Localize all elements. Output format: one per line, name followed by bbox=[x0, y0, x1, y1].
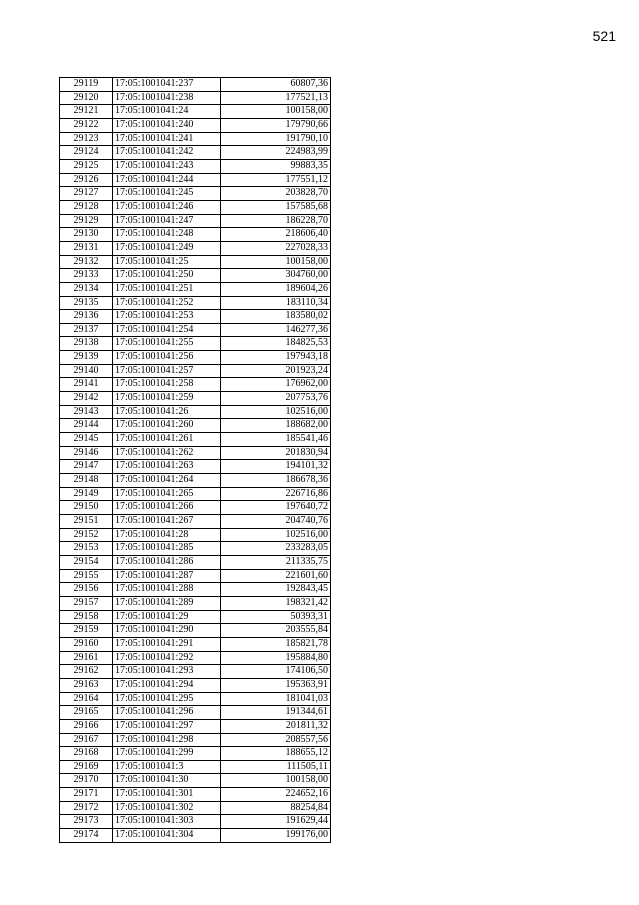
amount-cell: 195363,91 bbox=[221, 678, 331, 692]
table-row bbox=[60, 801, 331, 815]
table-row bbox=[60, 583, 331, 597]
amount-cell: 88254,84 bbox=[221, 801, 331, 815]
table-row bbox=[60, 159, 331, 173]
cadastral-code-cell: 17:05:1001041:264 bbox=[113, 474, 221, 488]
cadastral-code-cell: 17:05:1001041:258 bbox=[113, 378, 221, 392]
cadastral-code-cell: 17:05:1001041:244 bbox=[113, 173, 221, 187]
cadastral-code-cell: 17:05:1001041:262 bbox=[113, 446, 221, 460]
row-number-cell: 29152 bbox=[60, 528, 113, 542]
cadastral-code-cell: 17:05:1001041:26 bbox=[113, 405, 221, 419]
row-number-cell: 29148 bbox=[60, 474, 113, 488]
cadastral-code-cell: 17:05:1001041:291 bbox=[113, 637, 221, 651]
table-row bbox=[60, 474, 331, 488]
table-row bbox=[60, 351, 331, 365]
cadastral-code-cell: 17:05:1001041:253 bbox=[113, 310, 221, 324]
cadastral-code-cell: 17:05:1001041:29 bbox=[113, 610, 221, 624]
row-number-cell: 29171 bbox=[60, 788, 113, 802]
amount-cell: 221601,60 bbox=[221, 569, 331, 583]
cadastral-code-cell: 17:05:1001041:263 bbox=[113, 460, 221, 474]
amount-cell: 195884,80 bbox=[221, 651, 331, 665]
cadastral-code-cell: 17:05:1001041:254 bbox=[113, 323, 221, 337]
cadastral-code-cell: 17:05:1001041:30 bbox=[113, 774, 221, 788]
amount-cell: 100158,00 bbox=[221, 105, 331, 119]
row-number-cell: 29162 bbox=[60, 665, 113, 679]
cadastral-code-cell: 17:05:1001041:302 bbox=[113, 801, 221, 815]
amount-cell: 102516,00 bbox=[221, 405, 331, 419]
amount-cell: 201923,24 bbox=[221, 364, 331, 378]
table-row bbox=[60, 187, 331, 201]
row-number-cell: 29150 bbox=[60, 501, 113, 515]
row-number-cell: 29172 bbox=[60, 801, 113, 815]
cadastral-code-cell: 17:05:1001041:292 bbox=[113, 651, 221, 665]
row-number-cell: 29143 bbox=[60, 405, 113, 419]
table-row bbox=[60, 364, 331, 378]
cadastral-code-cell: 17:05:1001041:293 bbox=[113, 665, 221, 679]
row-number-cell: 29164 bbox=[60, 692, 113, 706]
table-row bbox=[60, 760, 331, 774]
amount-cell: 207753,76 bbox=[221, 392, 331, 406]
amount-cell: 203828,70 bbox=[221, 187, 331, 201]
amount-cell: 99883,35 bbox=[221, 159, 331, 173]
amount-cell: 199176,00 bbox=[221, 829, 331, 843]
table-row bbox=[60, 200, 331, 214]
cadastral-code-cell: 17:05:1001041:24 bbox=[113, 105, 221, 119]
row-number-cell: 29161 bbox=[60, 651, 113, 665]
amount-cell: 197640,72 bbox=[221, 501, 331, 515]
table-row bbox=[60, 788, 331, 802]
table-row bbox=[60, 146, 331, 160]
data-table bbox=[59, 77, 331, 843]
amount-cell: 224983,99 bbox=[221, 146, 331, 160]
cadastral-code-cell: 17:05:1001041:261 bbox=[113, 433, 221, 447]
cadastral-code-cell: 17:05:1001041:242 bbox=[113, 146, 221, 160]
row-number-cell: 29138 bbox=[60, 337, 113, 351]
page-number: 521 bbox=[592, 28, 616, 44]
row-number-cell: 29127 bbox=[60, 187, 113, 201]
cadastral-code-cell: 17:05:1001041:287 bbox=[113, 569, 221, 583]
amount-cell: 177551,12 bbox=[221, 173, 331, 187]
amount-cell: 203555,84 bbox=[221, 624, 331, 638]
cadastral-code-cell: 17:05:1001041:250 bbox=[113, 269, 221, 283]
amount-cell: 194101,32 bbox=[221, 460, 331, 474]
cadastral-code-cell: 17:05:1001041:298 bbox=[113, 733, 221, 747]
table-body bbox=[60, 78, 331, 843]
row-number-cell: 29165 bbox=[60, 706, 113, 720]
amount-cell: 304760,00 bbox=[221, 269, 331, 283]
row-number-cell: 29147 bbox=[60, 460, 113, 474]
amount-cell: 60807,36 bbox=[221, 78, 331, 92]
row-number-cell: 29126 bbox=[60, 173, 113, 187]
cadastral-code-cell: 17:05:1001041:297 bbox=[113, 719, 221, 733]
row-number-cell: 29160 bbox=[60, 637, 113, 651]
amount-cell: 100158,00 bbox=[221, 255, 331, 269]
amount-cell: 227028,33 bbox=[221, 241, 331, 255]
cadastral-code-cell: 17:05:1001041:259 bbox=[113, 392, 221, 406]
amount-cell: 50393,31 bbox=[221, 610, 331, 624]
row-number-cell: 29124 bbox=[60, 146, 113, 160]
amount-cell: 211335,75 bbox=[221, 555, 331, 569]
cadastral-code-cell: 17:05:1001041:256 bbox=[113, 351, 221, 365]
table-row bbox=[60, 747, 331, 761]
row-number-cell: 29146 bbox=[60, 446, 113, 460]
cadastral-code-cell: 17:05:1001041:249 bbox=[113, 241, 221, 255]
amount-cell: 186678,36 bbox=[221, 474, 331, 488]
row-number-cell: 29119 bbox=[60, 78, 113, 92]
table-row bbox=[60, 678, 331, 692]
table-row bbox=[60, 91, 331, 105]
cadastral-code-cell: 17:05:1001041:296 bbox=[113, 706, 221, 720]
amount-cell: 218606,40 bbox=[221, 228, 331, 242]
amount-cell: 191344,61 bbox=[221, 706, 331, 720]
amount-cell: 188655,12 bbox=[221, 747, 331, 761]
row-number-cell: 29163 bbox=[60, 678, 113, 692]
cadastral-code-cell: 17:05:1001041:251 bbox=[113, 282, 221, 296]
table-row bbox=[60, 596, 331, 610]
cadastral-code-cell: 17:05:1001041:238 bbox=[113, 91, 221, 105]
amount-cell: 184825,53 bbox=[221, 337, 331, 351]
table-row bbox=[60, 105, 331, 119]
table-row bbox=[60, 78, 331, 92]
amount-cell: 111505,11 bbox=[221, 760, 331, 774]
table-row bbox=[60, 651, 331, 665]
cadastral-code-cell: 17:05:1001041:299 bbox=[113, 747, 221, 761]
cadastral-code-cell: 17:05:1001041:295 bbox=[113, 692, 221, 706]
row-number-cell: 29136 bbox=[60, 310, 113, 324]
table-row bbox=[60, 610, 331, 624]
amount-cell: 179790,66 bbox=[221, 118, 331, 132]
row-number-cell: 29145 bbox=[60, 433, 113, 447]
table-row bbox=[60, 241, 331, 255]
table-row bbox=[60, 719, 331, 733]
cadastral-code-cell: 17:05:1001041:303 bbox=[113, 815, 221, 829]
table-row bbox=[60, 296, 331, 310]
amount-cell: 181041,03 bbox=[221, 692, 331, 706]
row-number-cell: 29159 bbox=[60, 624, 113, 638]
row-number-cell: 29134 bbox=[60, 282, 113, 296]
amount-cell: 198321,42 bbox=[221, 596, 331, 610]
cadastral-code-cell: 17:05:1001041:28 bbox=[113, 528, 221, 542]
cadastral-code-cell: 17:05:1001041:288 bbox=[113, 583, 221, 597]
row-number-cell: 29122 bbox=[60, 118, 113, 132]
row-number-cell: 29166 bbox=[60, 719, 113, 733]
row-number-cell: 29173 bbox=[60, 815, 113, 829]
amount-cell: 185541,46 bbox=[221, 433, 331, 447]
row-number-cell: 29158 bbox=[60, 610, 113, 624]
row-number-cell: 29129 bbox=[60, 214, 113, 228]
row-number-cell: 29137 bbox=[60, 323, 113, 337]
row-number-cell: 29142 bbox=[60, 392, 113, 406]
table-row bbox=[60, 228, 331, 242]
table-row bbox=[60, 487, 331, 501]
table-row bbox=[60, 255, 331, 269]
table-row bbox=[60, 706, 331, 720]
row-number-cell: 29149 bbox=[60, 487, 113, 501]
cadastral-code-cell: 17:05:1001041:246 bbox=[113, 200, 221, 214]
table-row bbox=[60, 637, 331, 651]
table-row bbox=[60, 501, 331, 515]
table-row bbox=[60, 460, 331, 474]
table-row bbox=[60, 433, 331, 447]
row-number-cell: 29132 bbox=[60, 255, 113, 269]
table-row bbox=[60, 118, 331, 132]
row-number-cell: 29167 bbox=[60, 733, 113, 747]
row-number-cell: 29174 bbox=[60, 829, 113, 843]
amount-cell: 157585,68 bbox=[221, 200, 331, 214]
cadastral-code-cell: 17:05:1001041:266 bbox=[113, 501, 221, 515]
amount-cell: 186228,70 bbox=[221, 214, 331, 228]
cadastral-code-cell: 17:05:1001041:257 bbox=[113, 364, 221, 378]
row-number-cell: 29157 bbox=[60, 596, 113, 610]
row-number-cell: 29156 bbox=[60, 583, 113, 597]
table-row bbox=[60, 323, 331, 337]
row-number-cell: 29169 bbox=[60, 760, 113, 774]
table-row bbox=[60, 733, 331, 747]
cadastral-code-cell: 17:05:1001041:285 bbox=[113, 542, 221, 556]
amount-cell: 226716,86 bbox=[221, 487, 331, 501]
amount-cell: 183110,34 bbox=[221, 296, 331, 310]
row-number-cell: 29155 bbox=[60, 569, 113, 583]
table-row bbox=[60, 282, 331, 296]
row-number-cell: 29131 bbox=[60, 241, 113, 255]
cadastral-code-cell: 17:05:1001041:286 bbox=[113, 555, 221, 569]
row-number-cell: 29130 bbox=[60, 228, 113, 242]
table-row bbox=[60, 542, 331, 556]
cadastral-code-cell: 17:05:1001041:3 bbox=[113, 760, 221, 774]
table-row bbox=[60, 337, 331, 351]
table-row bbox=[60, 569, 331, 583]
table-row bbox=[60, 405, 331, 419]
table-row bbox=[60, 173, 331, 187]
cadastral-code-cell: 17:05:1001041:25 bbox=[113, 255, 221, 269]
table-row bbox=[60, 269, 331, 283]
amount-cell: 233283,05 bbox=[221, 542, 331, 556]
row-number-cell: 29151 bbox=[60, 515, 113, 529]
cadastral-code-cell: 17:05:1001041:290 bbox=[113, 624, 221, 638]
row-number-cell: 29168 bbox=[60, 747, 113, 761]
amount-cell: 201830,94 bbox=[221, 446, 331, 460]
cadastral-code-cell: 17:05:1001041:260 bbox=[113, 419, 221, 433]
table-row bbox=[60, 555, 331, 569]
amount-cell: 100158,00 bbox=[221, 774, 331, 788]
row-number-cell: 29123 bbox=[60, 132, 113, 146]
amount-cell: 177521,13 bbox=[221, 91, 331, 105]
cadastral-code-cell: 17:05:1001041:304 bbox=[113, 829, 221, 843]
amount-cell: 189604,26 bbox=[221, 282, 331, 296]
table-row bbox=[60, 528, 331, 542]
cadastral-code-cell: 17:05:1001041:265 bbox=[113, 487, 221, 501]
amount-cell: 191629,44 bbox=[221, 815, 331, 829]
cadastral-code-cell: 17:05:1001041:237 bbox=[113, 78, 221, 92]
cadastral-code-cell: 17:05:1001041:245 bbox=[113, 187, 221, 201]
cadastral-code-cell: 17:05:1001041:241 bbox=[113, 132, 221, 146]
row-number-cell: 29154 bbox=[60, 555, 113, 569]
table-row bbox=[60, 515, 331, 529]
table-row bbox=[60, 378, 331, 392]
cadastral-code-cell: 17:05:1001041:267 bbox=[113, 515, 221, 529]
table-row bbox=[60, 665, 331, 679]
cadastral-code-cell: 17:05:1001041:247 bbox=[113, 214, 221, 228]
table-row bbox=[60, 815, 331, 829]
cadastral-code-cell: 17:05:1001041:294 bbox=[113, 678, 221, 692]
amount-cell: 201811,32 bbox=[221, 719, 331, 733]
cadastral-code-cell: 17:05:1001041:252 bbox=[113, 296, 221, 310]
cadastral-code-cell: 17:05:1001041:240 bbox=[113, 118, 221, 132]
amount-cell: 208557,56 bbox=[221, 733, 331, 747]
amount-cell: 183580,02 bbox=[221, 310, 331, 324]
cadastral-code-cell: 17:05:1001041:255 bbox=[113, 337, 221, 351]
table-row bbox=[60, 692, 331, 706]
amount-cell: 224652,16 bbox=[221, 788, 331, 802]
table-row bbox=[60, 774, 331, 788]
row-number-cell: 29153 bbox=[60, 542, 113, 556]
table-row bbox=[60, 829, 331, 843]
row-number-cell: 29170 bbox=[60, 774, 113, 788]
cadastral-code-cell: 17:05:1001041:243 bbox=[113, 159, 221, 173]
table-row bbox=[60, 419, 331, 433]
row-number-cell: 29144 bbox=[60, 419, 113, 433]
amount-cell: 174106,50 bbox=[221, 665, 331, 679]
cadastral-code-cell: 17:05:1001041:289 bbox=[113, 596, 221, 610]
cadastral-code-cell: 17:05:1001041:301 bbox=[113, 788, 221, 802]
table-row bbox=[60, 310, 331, 324]
amount-cell: 146277,36 bbox=[221, 323, 331, 337]
row-number-cell: 29135 bbox=[60, 296, 113, 310]
table-row bbox=[60, 446, 331, 460]
row-number-cell: 29120 bbox=[60, 91, 113, 105]
amount-cell: 185821,78 bbox=[221, 637, 331, 651]
amount-cell: 176962,00 bbox=[221, 378, 331, 392]
table-row bbox=[60, 132, 331, 146]
table-row bbox=[60, 214, 331, 228]
table-row bbox=[60, 624, 331, 638]
amount-cell: 204740,76 bbox=[221, 515, 331, 529]
amount-cell: 191790,10 bbox=[221, 132, 331, 146]
row-number-cell: 29128 bbox=[60, 200, 113, 214]
row-number-cell: 29141 bbox=[60, 378, 113, 392]
amount-cell: 102516,00 bbox=[221, 528, 331, 542]
row-number-cell: 29133 bbox=[60, 269, 113, 283]
amount-cell: 197943,18 bbox=[221, 351, 331, 365]
cadastral-code-cell: 17:05:1001041:248 bbox=[113, 228, 221, 242]
row-number-cell: 29140 bbox=[60, 364, 113, 378]
row-number-cell: 29125 bbox=[60, 159, 113, 173]
table-row bbox=[60, 392, 331, 406]
row-number-cell: 29139 bbox=[60, 351, 113, 365]
amount-cell: 188682,00 bbox=[221, 419, 331, 433]
row-number-cell: 29121 bbox=[60, 105, 113, 119]
amount-cell: 192843,45 bbox=[221, 583, 331, 597]
